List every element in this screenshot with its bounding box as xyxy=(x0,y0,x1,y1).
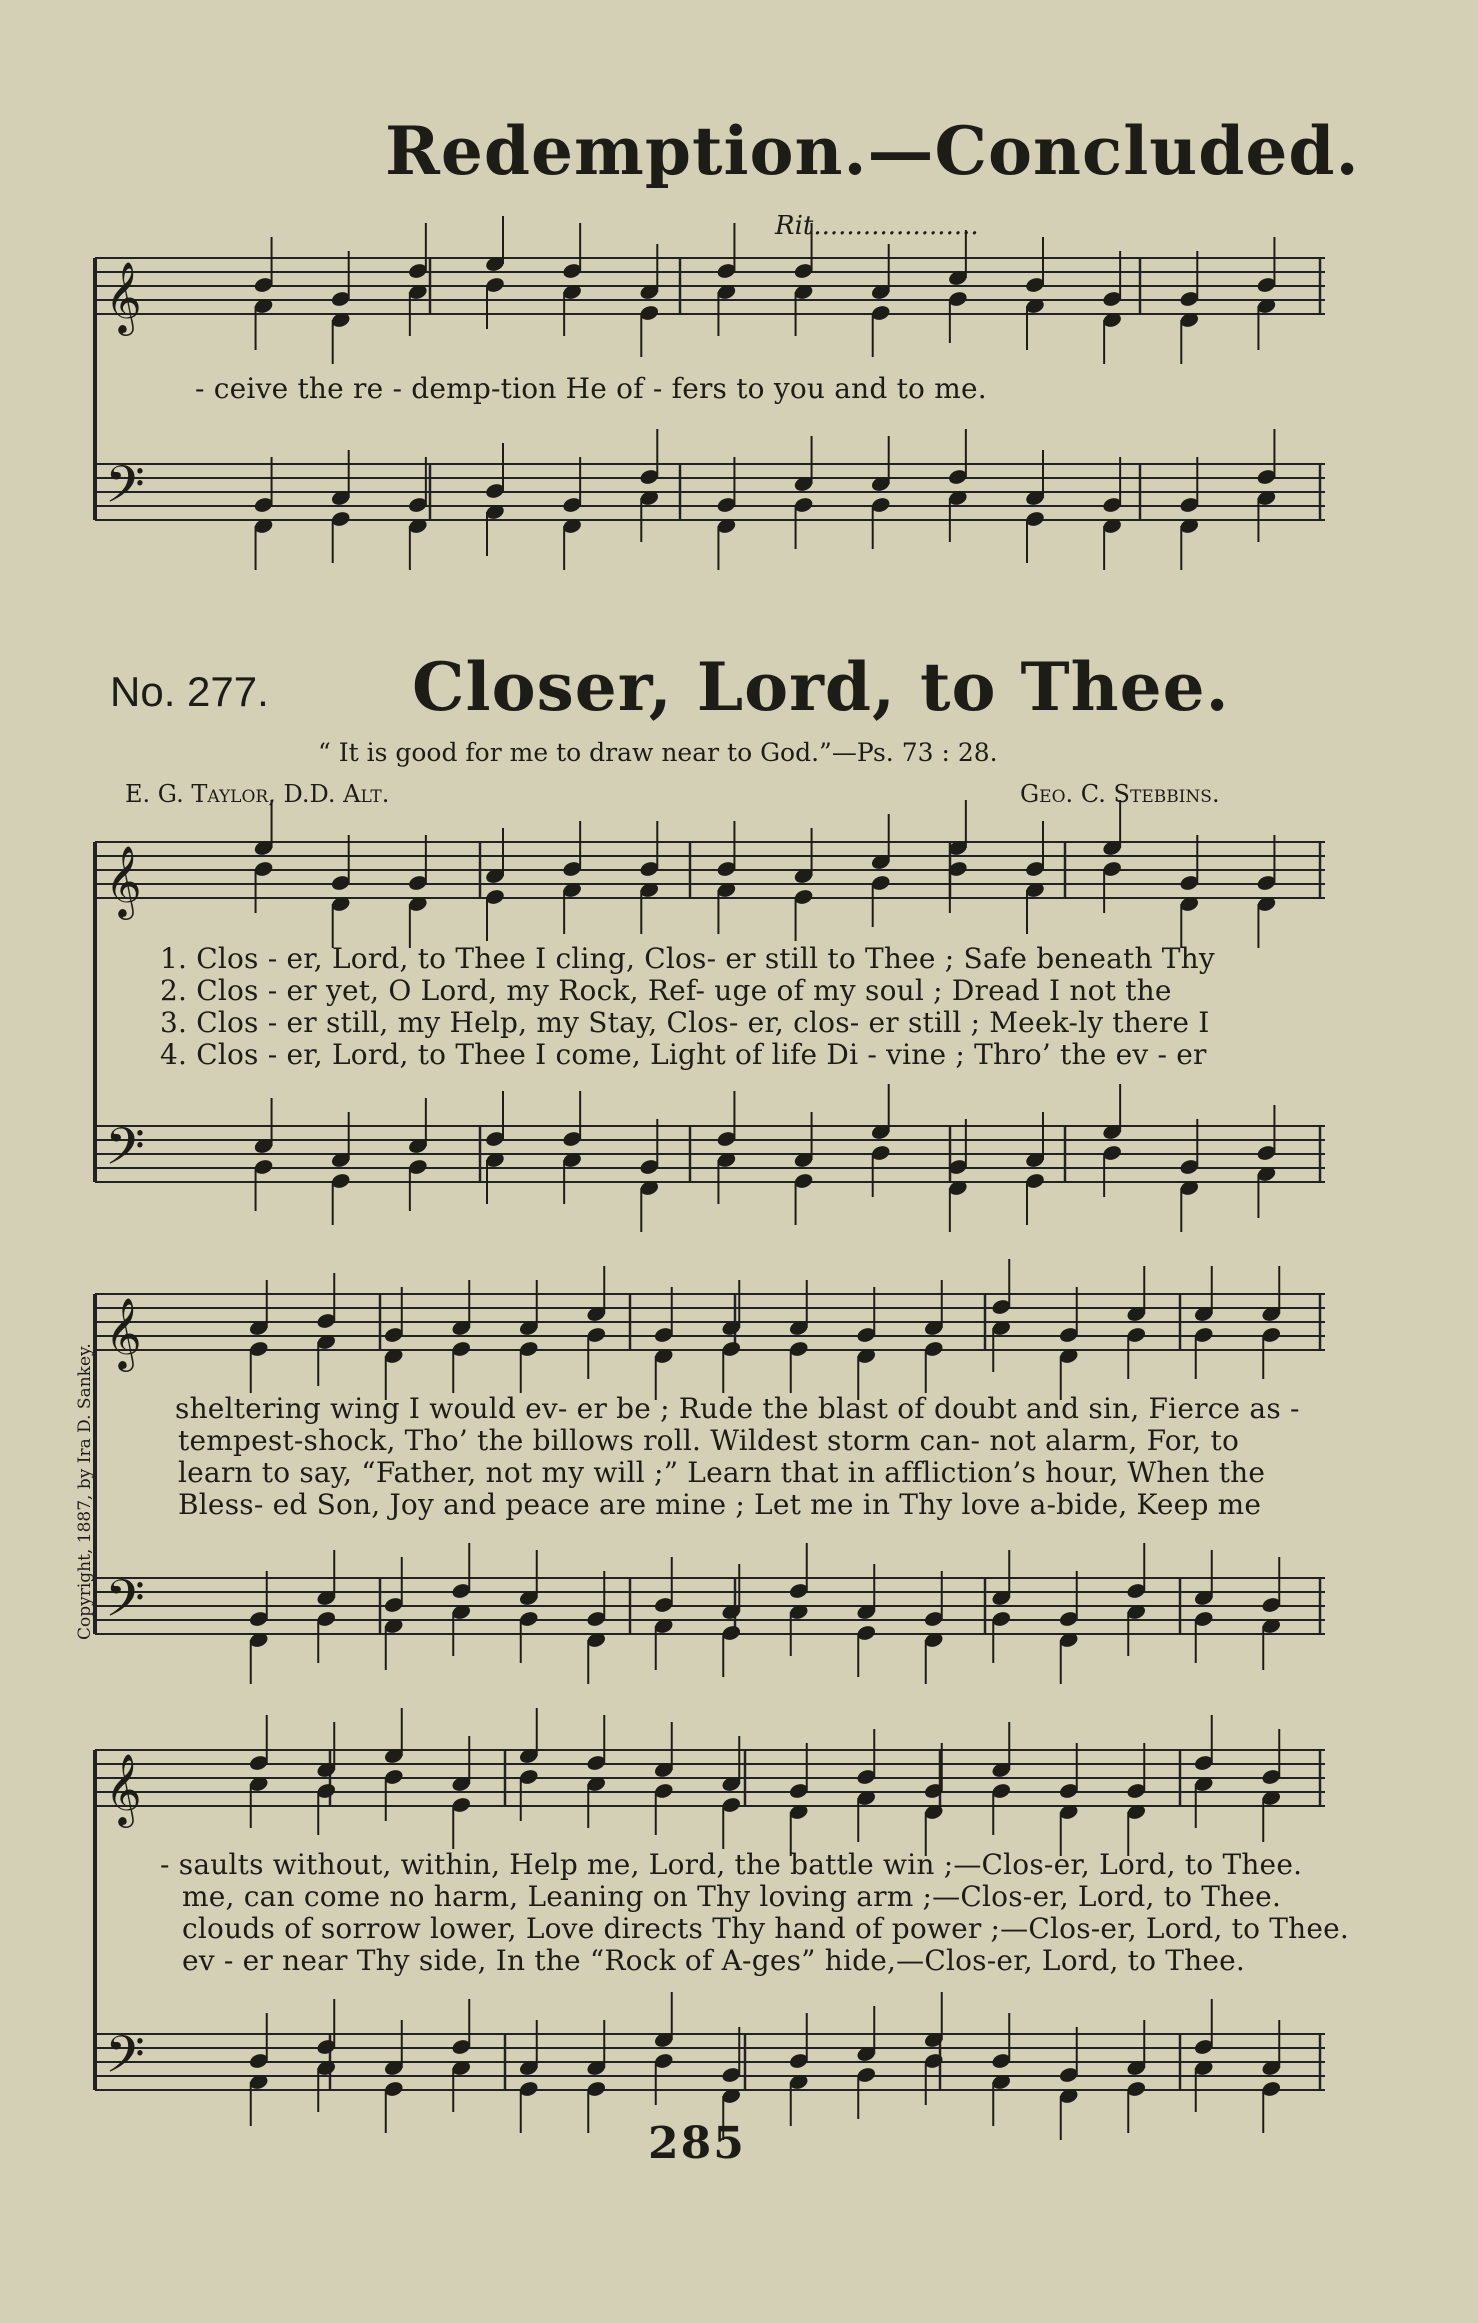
verse-line: sheltering wing I would ev- er be ; Rude the blast of doubt and sin, Fierce as - xyxy=(175,1392,1300,1425)
hymn-system-1-bass-clef: 𝄢 xyxy=(105,1116,145,1189)
redemption-system-bass-clef: 𝄢 xyxy=(105,454,145,527)
previous-hymn-lyric: - ceive the re - demp-tion He of - fers to you and to me. xyxy=(195,372,987,405)
verse-line: ev - er near Thy side, In the “Rock of A-ges” hide,—Clos-er, Lord, to Thee. xyxy=(182,1944,1246,1977)
hymn-system-1-treble-clef: 𝄞 xyxy=(105,844,142,917)
hymn-system-3-bass-clef: 𝄢 xyxy=(105,2024,145,2097)
copyright-notice: Copyright, 1887, by Ira D. Sankey. xyxy=(75,1343,95,1640)
verse-line: me, can come no harm, Leaning on Thy loving arm ;—Clos-er, Lord, to Thee. xyxy=(182,1880,1282,1913)
verse-line: 3. Clos - er still, my Help, my Stay, Clos- er, clos- er still ; Meek-ly there I xyxy=(160,1006,1210,1039)
tempo-marking: Rit.................... xyxy=(775,211,979,241)
epigraph: “ It is good for me to draw near to God.”—Ps. 73 : 28. xyxy=(318,738,998,767)
hymn-system-2-treble-clef: 𝄞 xyxy=(105,1296,142,1369)
verse-line: clouds of sorrow lower, Love directs Thy hand of power ;—Clos-er, Lord, to Thee. xyxy=(182,1912,1350,1945)
verse-line: learn to say, “Father, not my will ;” Learn that in affliction’s hour, When the xyxy=(178,1456,1266,1489)
redemption-system-treble-clef: 𝄞 xyxy=(105,260,142,333)
page-number: 285 xyxy=(648,2118,746,2169)
hymn-title: Closer, Lord, to Thee. xyxy=(412,648,1230,726)
verse-line: 4. Clos - er, Lord, to Thee I come, Light of life Di - vine ; Thro’ the ev - er xyxy=(160,1038,1207,1071)
author-credit: E. G. Taylor, D.D. Alt. xyxy=(125,780,390,808)
hymn-system-3-treble-clef: 𝄞 xyxy=(105,1752,142,1825)
verse-line: - saults without, within, Help me, Lord, the battle win ;—Clos-er, Lord, to Thee. xyxy=(160,1848,1303,1881)
verse-line: tempest-shock, Tho’ the billows roll. Wildest storm can- not alarm, For, to xyxy=(178,1424,1240,1457)
hymn-number: No. 277. xyxy=(110,668,269,715)
verse-line: 2. Clos - er yet, O Lord, my Rock, Ref- uge of my soul ; Dread I not the xyxy=(160,974,1172,1007)
verse-line: Bless- ed Son, Joy and peace are mine ; Let me in Thy love a-bide, Keep me xyxy=(178,1488,1262,1521)
composer-credit: Geo. C. Stebbins. xyxy=(1020,780,1220,808)
previous-hymn-title: Redemption.—Concluded. xyxy=(385,112,1360,190)
verse-line: 1. Clos - er, Lord, to Thee I cling, Clos- er still to Thee ; Safe beneath Thy xyxy=(160,942,1215,975)
hymn-system-2-bass-clef: 𝄢 xyxy=(105,1568,145,1641)
